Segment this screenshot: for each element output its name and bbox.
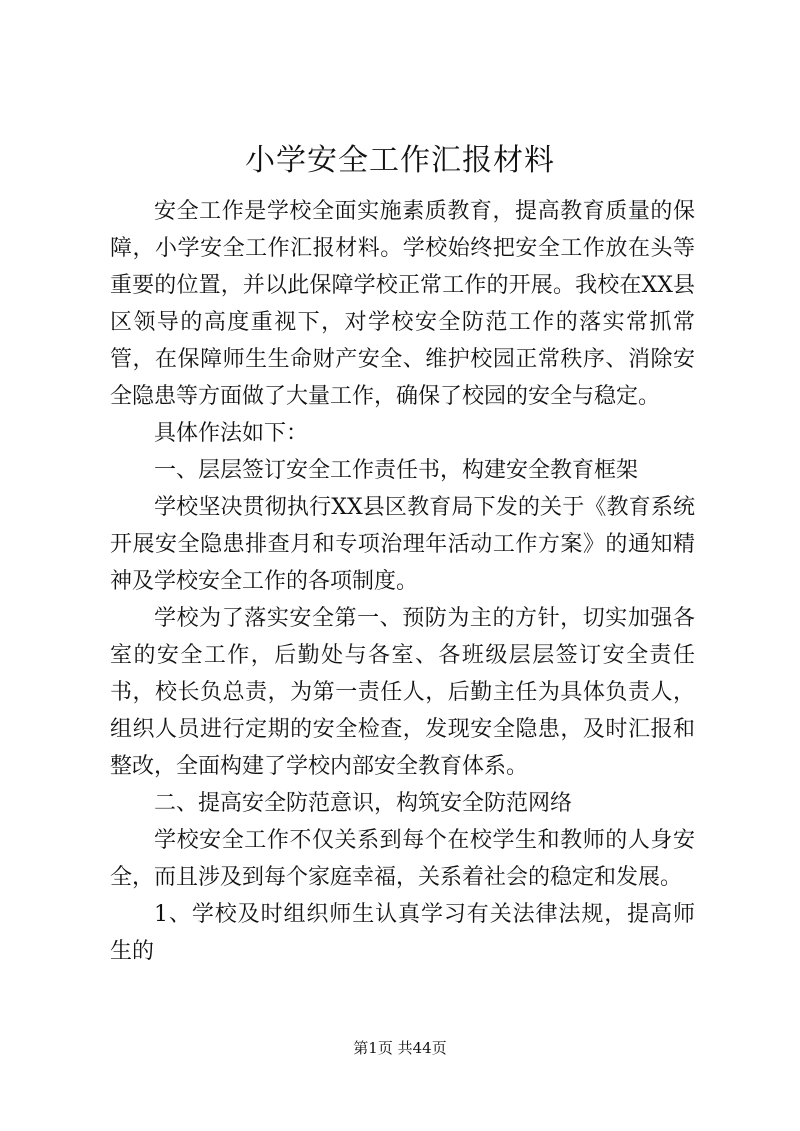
paragraph: 1、学校及时组织师生认真学习有关法律法规，提高师生的 — [110, 902, 695, 964]
section-heading: 一、层层签订安全工作责任书，构建安全教育框架 — [154, 458, 639, 483]
paragraph: 学校为了落实安全第一、预防为主的方针，切实加强各室的安全工作，后勤处与各室、各班级层层签订安全责任书，校长负总责，为第一责任人，后勤主任为具体负责人，组织人员进行定期的安全检查，发现安全隐患，及时汇报和整改，全面构建了学校内部安全教育体系。 — [110, 606, 695, 779]
paragraph: 学校坚决贯彻执行XX县区教育局下发的关于《教育系统开展安全隐患排查月和专项治理年活动工作方案》的通知精神及学校安全工作的各项制度。 — [110, 495, 695, 594]
paragraph: 学校安全工作不仅关系到每个在校学生和教师的人身安全，而且涉及到每个家庭幸福，关系着社会的稳定和发展。 — [110, 828, 695, 890]
paragraph: 具体作法如下： — [154, 421, 309, 446]
document-body — [110, 193, 695, 970]
paragraph: 安全工作是学校全面实施素质教育，提高教育质量的保障，小学安全工作汇报材料。学校始终把安全工作放在头等重要的位置，并以此保障学校正常工作的开展。我校在XX县区领导的高度重视下，对学校安全防范工作的落实常抓常管，在保障师生生命财产安全、维护校园正常秩序、消除安全隐患等方面做了大量工作，确保了校园的安全与稳定。 — [110, 199, 695, 409]
document-title: 小学安全工作汇报材料 — [245, 143, 555, 178]
section-heading: 二、提高安全防范意识，构筑安全防范网络 — [154, 791, 573, 816]
page-number: 第1页 共44页 — [353, 1039, 447, 1057]
